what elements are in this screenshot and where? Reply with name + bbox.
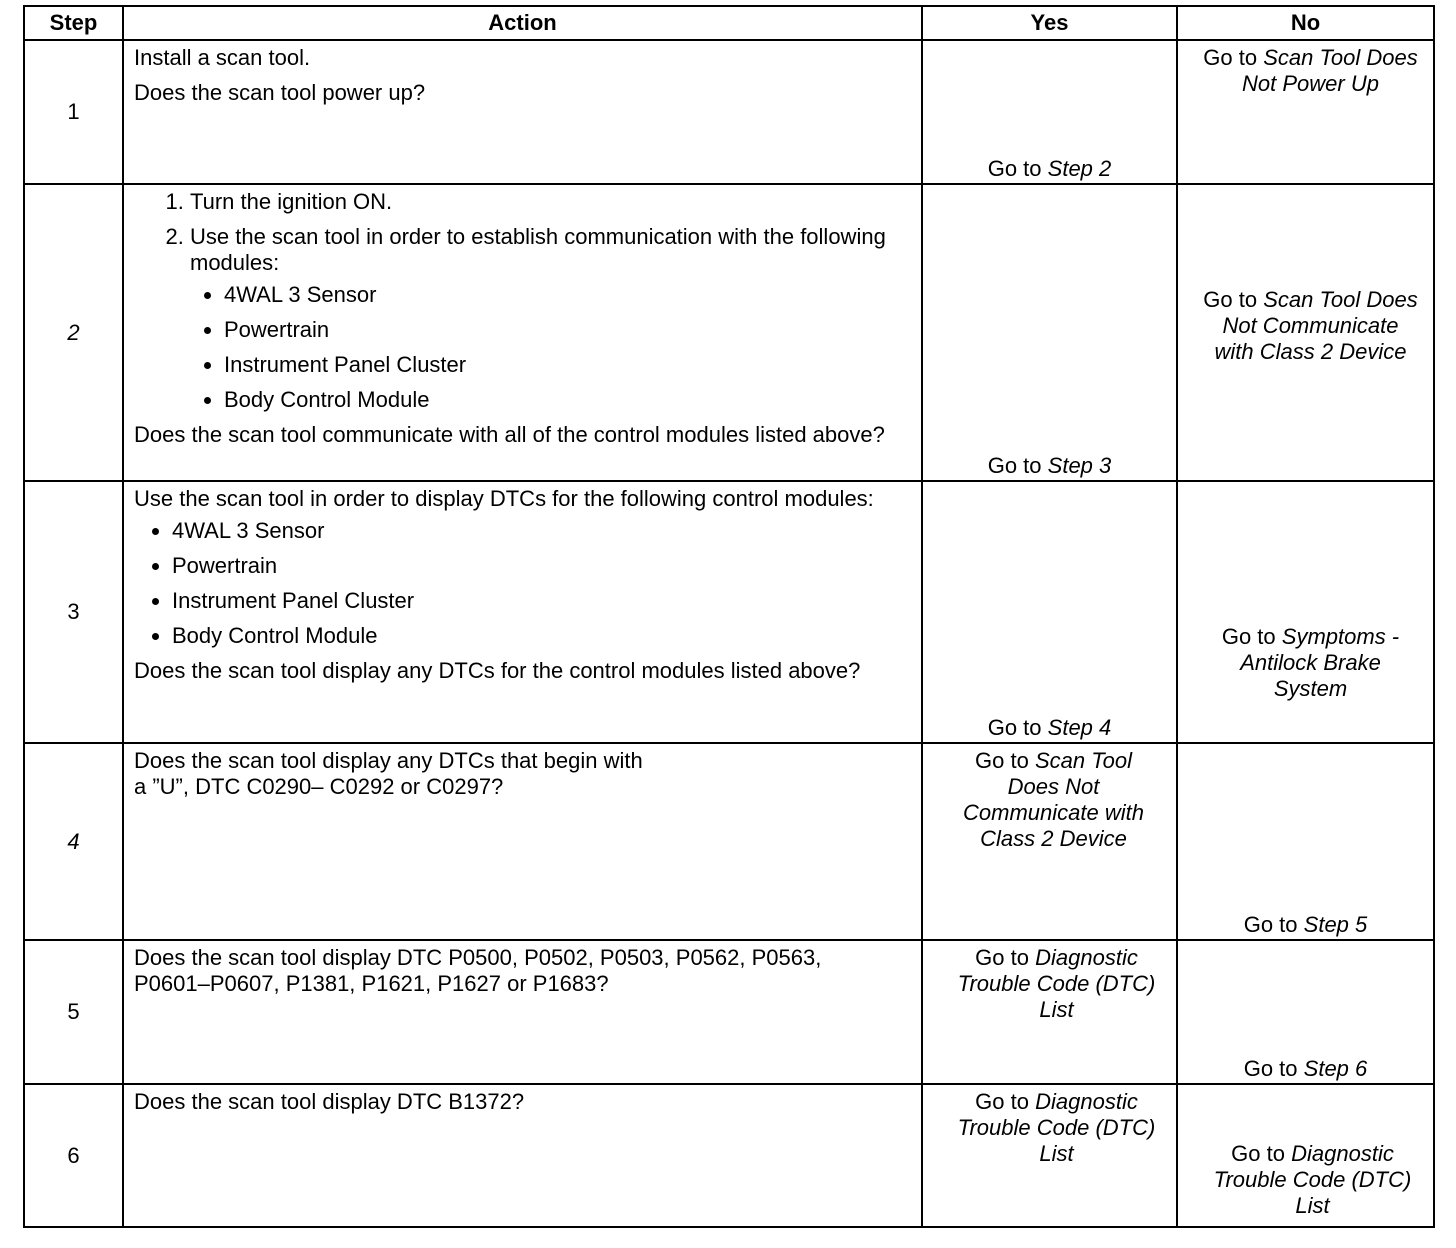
step-number: 1 xyxy=(24,40,123,184)
list-item: • Instrument Panel Cluster xyxy=(224,352,911,378)
goto-prefix: Go to xyxy=(1243,912,1298,937)
goto-ref: Diagnostic Trouble Code (DTC) List xyxy=(957,945,1156,1022)
action-cell xyxy=(123,40,922,184)
header-yes: Yes xyxy=(922,6,1177,40)
no-link[interactable] xyxy=(1184,912,1427,938)
no-cell xyxy=(1177,1084,1434,1227)
table-row xyxy=(24,940,1434,1084)
yes-cell xyxy=(922,940,1177,1084)
step-number: 6 xyxy=(24,1084,123,1227)
list-item: • Instrument Panel Cluster xyxy=(172,588,911,614)
action-question: Does the scan tool communicate with all of the control modules listed above? xyxy=(134,422,885,447)
action-question: Does the scan tool display any DTCs for the control modules listed above? xyxy=(134,658,861,683)
goto-prefix: Go to xyxy=(1243,1056,1298,1081)
no-cell xyxy=(1177,940,1434,1084)
goto-ref: Step 6 xyxy=(1303,1056,1368,1081)
module-list xyxy=(134,518,911,649)
action-question: Does the scan tool display DTC P0500, P0502, P0503, P0562, P0563, P0601–P0607, P1381, P1621, P1627 or P1683? xyxy=(134,945,822,996)
yes-link[interactable] xyxy=(929,453,1170,479)
yes-cell xyxy=(922,184,1177,481)
header-step: Step xyxy=(24,6,123,40)
no-cell xyxy=(1177,184,1434,481)
no-cell xyxy=(1177,40,1434,184)
goto-ref: Step 2 xyxy=(1047,156,1112,181)
diagnostic-table xyxy=(23,5,1435,1228)
no-link[interactable] xyxy=(1184,1056,1427,1082)
yes-cell xyxy=(922,481,1177,743)
goto-prefix: Go to xyxy=(1203,45,1258,70)
action-cell xyxy=(123,481,922,743)
goto-ref: Scan Tool Does Not Communicate with Class 2 Device xyxy=(1214,287,1418,364)
table-row xyxy=(24,1084,1434,1227)
list-item: • 4WAL 3 Sensor xyxy=(224,282,911,308)
no-link[interactable] xyxy=(1200,1141,1425,1219)
action-text: Use the scan tool in order to display DTCs for the following control modules: xyxy=(134,486,874,511)
action-text: Install a scan tool. xyxy=(134,45,311,70)
yes-cell xyxy=(922,743,1177,940)
action-question: Does the scan tool display DTC B1372? xyxy=(134,1089,525,1114)
step-number: 2 xyxy=(24,184,123,481)
goto-ref: Diagnostic Trouble Code (DTC) List xyxy=(957,1089,1156,1166)
step-number: 3 xyxy=(24,481,123,743)
action-cell xyxy=(123,1084,922,1227)
table-row xyxy=(24,743,1434,940)
goto-ref: Symptoms - Antilock Brake System xyxy=(1240,624,1400,701)
yes-cell xyxy=(922,1084,1177,1227)
no-link[interactable] xyxy=(1198,45,1423,97)
step-item-text: Use the scan tool in order to establish communication with the following modules: xyxy=(190,224,886,275)
list-item: • Powertrain xyxy=(224,317,911,343)
yes-link[interactable] xyxy=(947,748,1160,852)
goto-ref: Scan Tool Does Not Power Up xyxy=(1242,45,1418,96)
goto-ref: Scan Tool Does Not Communicate with Class 2 Device xyxy=(963,748,1144,851)
header-action: Action xyxy=(123,6,922,40)
step-item xyxy=(190,224,911,413)
table-row xyxy=(24,184,1434,481)
no-cell xyxy=(1177,481,1434,743)
goto-prefix: Go to xyxy=(987,453,1042,478)
goto-prefix: Go to xyxy=(987,715,1042,740)
yes-link[interactable] xyxy=(929,156,1170,182)
goto-prefix: Go to xyxy=(1221,624,1276,649)
action-cell xyxy=(123,940,922,1084)
goto-prefix: Go to xyxy=(987,156,1042,181)
step-number: 5 xyxy=(24,940,123,1084)
module-list xyxy=(190,282,911,413)
yes-link[interactable] xyxy=(929,715,1170,741)
list-item: • Powertrain xyxy=(172,553,911,579)
action-question: Does the scan tool power up? xyxy=(134,80,426,105)
no-link[interactable] xyxy=(1202,624,1419,702)
yes-link[interactable] xyxy=(945,1089,1168,1167)
table-row xyxy=(24,481,1434,743)
step-number: 4 xyxy=(24,743,123,940)
no-link[interactable] xyxy=(1202,287,1419,365)
yes-cell xyxy=(922,40,1177,184)
goto-ref: Step 5 xyxy=(1303,912,1368,937)
list-item: • Body Control Module xyxy=(224,387,911,413)
goto-prefix: Go to xyxy=(1231,1141,1285,1166)
goto-ref: Step 4 xyxy=(1047,715,1112,740)
action-cell xyxy=(123,184,922,481)
step-item: 1. Turn the ignition ON. xyxy=(190,189,911,215)
goto-ref: Diagnostic Trouble Code (DTC) List xyxy=(1213,1141,1412,1218)
goto-ref: Step 3 xyxy=(1047,453,1112,478)
list-item: • Body Control Module xyxy=(172,623,911,649)
list-item: • 4WAL 3 Sensor xyxy=(172,518,911,544)
goto-prefix: Go to xyxy=(975,748,1029,773)
numbered-steps xyxy=(134,189,911,413)
goto-prefix: Go to xyxy=(975,1089,1029,1114)
goto-prefix: Go to xyxy=(1203,287,1258,312)
action-cell xyxy=(123,743,922,940)
header-no: No xyxy=(1177,6,1434,40)
yes-link[interactable] xyxy=(945,945,1168,1023)
action-question: Does the scan tool display any DTCs that begin with a ”U”, DTC C0290– C0292 or C0297? xyxy=(134,748,643,799)
header-row xyxy=(24,6,1434,40)
goto-prefix: Go to xyxy=(975,945,1029,970)
no-cell xyxy=(1177,743,1434,940)
table-row xyxy=(24,40,1434,184)
